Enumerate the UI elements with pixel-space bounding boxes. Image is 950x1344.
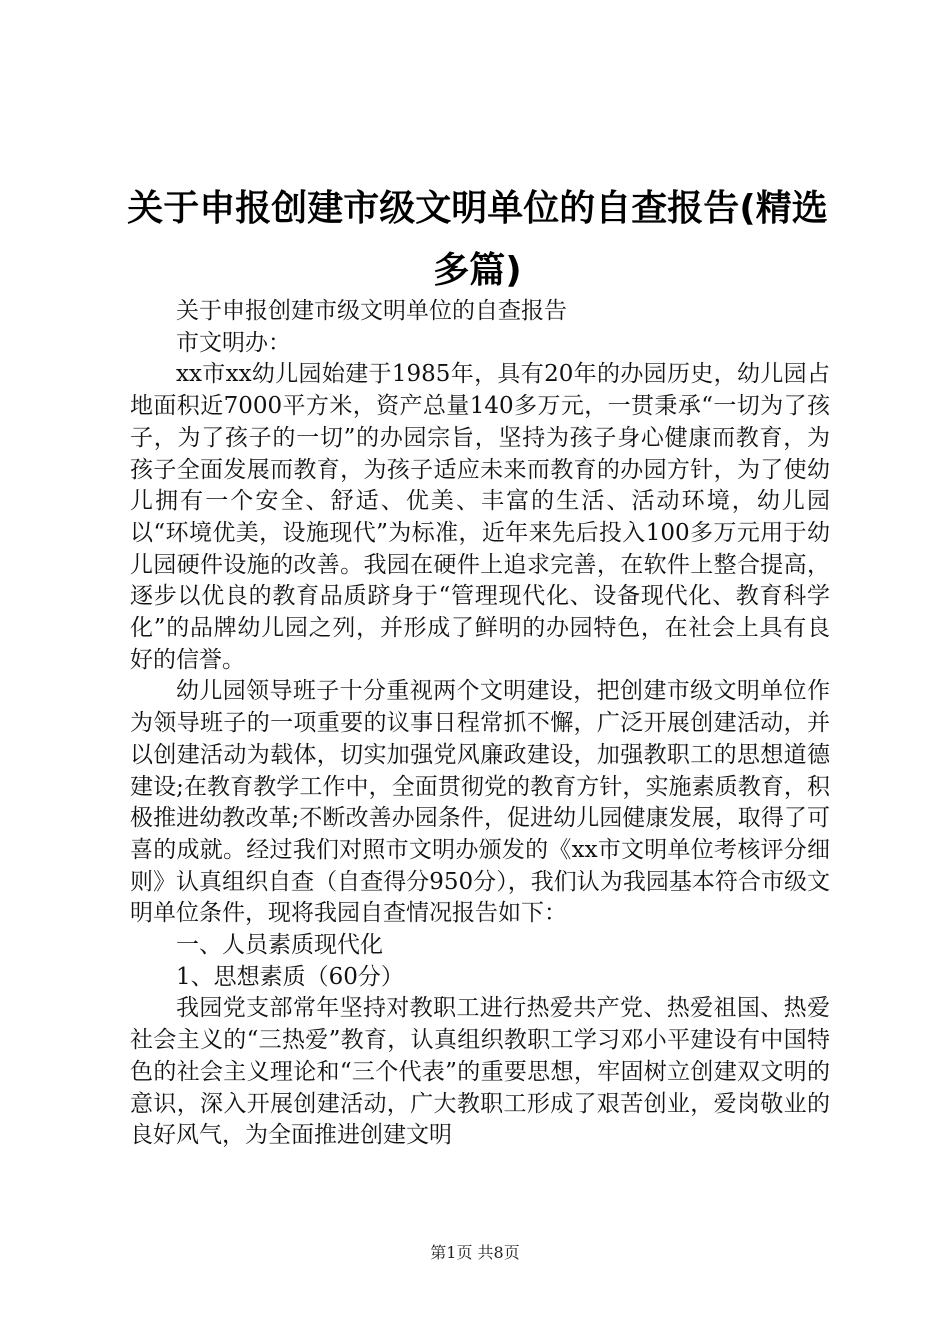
salutation: 市文明办： [176, 329, 291, 356]
paragraph-ideology: 我园党支部常年坚持对教职工进行热爱共产党、热爱祖国、热爱社会主义的“三热爱”教育，认真组织教职工学习邓小平建设有中国特色的社会主义理论和“三个代表”的重要思想，牢固树立创建双文明的意识，深入开展创建活动，广大教职工形成了艰苦创业，爱岗敬业的良好风气，为全面推进创建文明 [130, 995, 830, 1149]
document-body [130, 296, 830, 1152]
subsection-heading-1: 1、思想素质（60分） [176, 963, 404, 990]
paragraph-leadership: 幼儿园领导班子十分重视两个文明建设，把创建市级文明单位作为领导班子的一项重要的议事日程常抓不懈，广泛开展创建活动，并以创建活动为载体，切实加强党风廉政建设，加强教职工的思想道德建设;在教育教学工作中，全面贯彻党的教育方针，实施素质教育，积极推进幼教改革;不断改善办园条件，促进幼儿园健康发展，取得了可喜的成就。经过我们对照市文明办颁发的《xx市文明单位考核评分细则》认真组织自查（自查得分950分），我们认为我园基本符合市级文明单位条件，现将我园自查情况报告如下： [130, 678, 830, 927]
section-heading-1: 一、人员素质现代化 [176, 932, 383, 959]
paragraph-intro: xx市xx幼儿园始建于1985年，具有20年的办园历史，幼儿园占地面积近7000平方米，资产总量140多万元，一贯秉承“一切为了孩子，为了孩子的一切”的办园宗旨，坚持为孩子身心健康而教育，为孩子全面发展而教育，为孩子适应未来而教育的办园方针，为了使幼儿拥有一个安全、舒适、优美、丰富的生活、活动环境，幼儿园以“环境优美，设施现代”为标准，近年来先后投入100多万元用于幼儿园硬件设施的改善。我园在硬件上追求完善，在软件上整合提高，逐步以优良的教育品质跻身于“管理现代化、设备现代化、教育科学化”的品牌幼儿园之列，并形成了鲜明的办园特色，在社会上具有良好的信誉。 [130, 361, 830, 673]
page-footer: 第1页 共8页 [430, 1243, 520, 1262]
report-heading: 关于申报创建市级文明单位的自查报告 [176, 298, 567, 324]
document-title: 关于申报创建市级文明单位的自查报告(精选多篇) [127, 188, 828, 291]
